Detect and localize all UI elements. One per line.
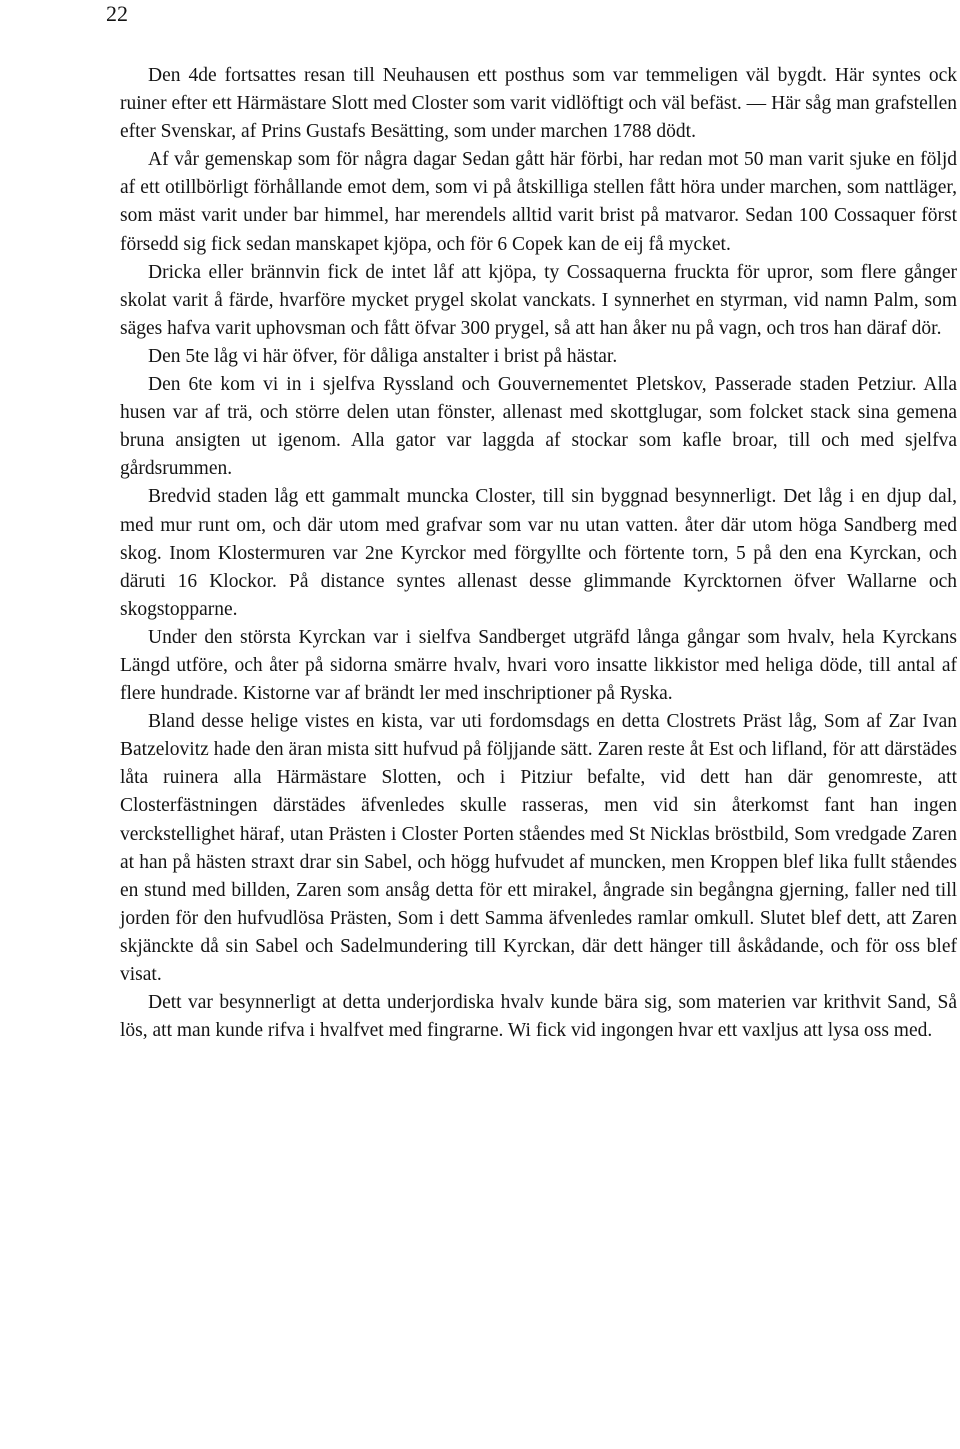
- paragraph: Dett var besynnerligt at detta underjordiska hvalv kunde bära sig, som materien var krithvit Sand, Så lös, att man kunde rifva i hvalfvet med fingrarne. Wi fick vid ingongen hvar ett vaxljus att lysa oss med.: [120, 992, 957, 1042]
- page-number: 22: [106, 1, 128, 26]
- paragraph: Den 5te låg vi här öfver, för dåliga anstalter i brist på hästar.: [148, 345, 618, 367]
- text-body: [120, 62, 957, 1045]
- paragraph: Under den största Kyrckan var i sielfva Sandberget utgräfd långa gångar som hvalv, hela Kyrckans Längd utföre, och åter på sidorna smärre hvalv, hvari voro insatte likkistor med heliga döde, till antal af flere hundrade. Kistorne var af brändt ler med inschriptioner på Ryska.: [120, 626, 957, 705]
- paragraph: Den 4de fortsattes resan till Neuhausen ett posthus som var temmeligen väl bygdt. Här syntes ock ruiner efter ett Härmästare Slott med Closter som varit vidlöftigt och väl befäst. — Här såg man grafstellen efter Svenskar, af Prins Gustafs Besätting, som under marchen 1788 dödt.: [120, 65, 957, 143]
- paragraph: Af vår gemenskap som för några dagar Sedan gått här förbi, har redan mot 50 man varit sjuke en följd af ett otillbörligt förhållande emot dem, som vi på åtskilliga stellen fått höra under marchen, som nattläger, som mäst varit under bar himmel, har merendels alltid varit brist på matvaror. Sedan 100 Cossaquer först försedd sig fick sedan manskapet kjöpa, och för 6 Copek kan de eij få mycket.: [120, 149, 957, 255]
- paragraph: Bredvid staden låg ett gammalt muncka Closter, till sin byggnad besynnerligt. Det låg i en djup dal, med mur runt om, och där utom med grafvar som var nu utan vatten. åter där utom höga Sandberg med skog. Inom Klostermuren var 2ne Kyrckor med förgyllte och förtente torn, 5 på den ena Kyrckan, och däruti 16 Klockor. På distance syntes allenast desse glimmande Kyrcktornen öfver Wallarne och skogstopparne.: [120, 486, 957, 620]
- paragraph: Den 6te kom vi in i sjelfva Ryssland och Gouvernementet Pletskov, Passerade staden Petziur. Alla husen var af trä, och större delen utan fönster, allenast med skottglugar, som folcket stack sina gemena bruna ansigten ut igenom. Alla gator var laggda af stockar som kafle broar, till och med sjelfva gårdsrummen.: [120, 374, 957, 480]
- paragraph: Bland desse helige vistes en kista, var uti fordomsdags en detta Clostrets Präst låg, Som af Zar Ivan Batzelovitz hade den äran mista sitt hufvud på följjande sätt. Zaren reste åt Est och lifland, för att därstädes låta ruinera alla Härmästare Slotten, och i Pitziur befalte, vid dett han där genomreste, att Closterfästningen därstädes äfvenledes skulle rasseras, men vid sin återkomst fant han ingen verckstellighet häraf, utan Prästen i Closter Porten ståendes med St Nicklas bröstbild, Som vredgade Zaren at han på hästen straxt drar sin Sabel, och högg hufvudet af muncken, men Kroppen blef lika fullt ståendes en stund med billden, Zaren som ansåg detta för ett mirakel, ångrade sin begångna gjerning, faller ned till jorden för den hufvudlösa Prästen, Som i dett Samma äfvenledes ramlar omkull. Slutet blef dett, att Zaren skjänckte då sin Sabel och Sadelmundering till Kyrckan, där dett hänger till åskådande, och för oss blef visat.: [120, 711, 957, 985]
- paragraph: Dricka eller brännvin fick de intet låf att kjöpa, ty Cossaquerna fruckta för upror, som flere gånger skolat varit å färde, hvarföre mycket prygel skolat vanckats. I synnerhet en styrman, vid namn Palm, som säges hafva varit uphovsman och fått öfvar 300 prygel, så att han åker nu på vagn, och tros han däraf dör.: [120, 261, 957, 339]
